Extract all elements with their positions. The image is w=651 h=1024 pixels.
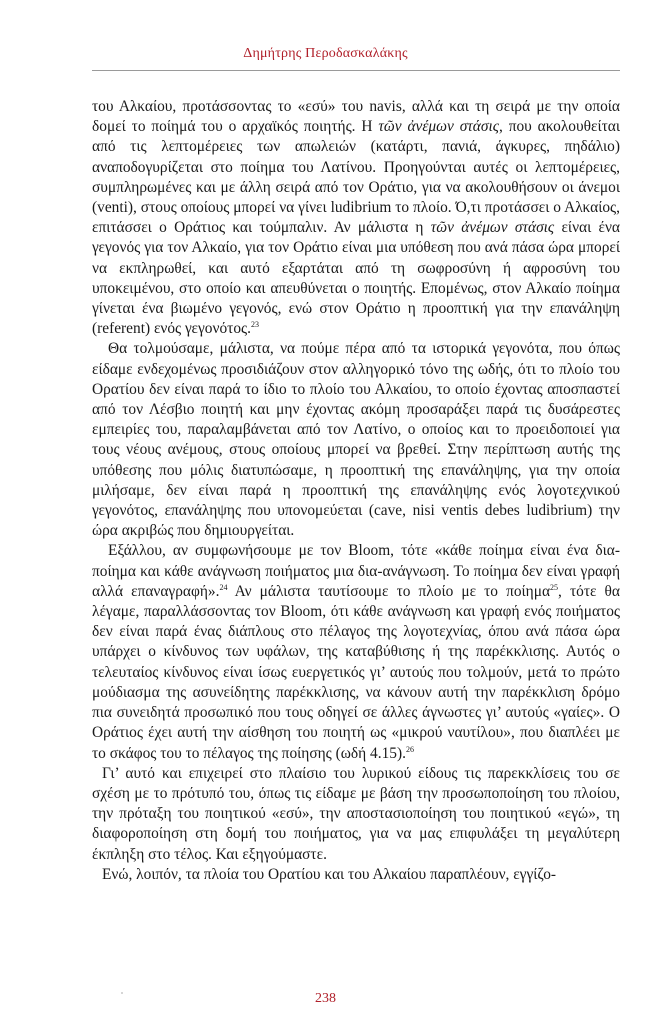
paragraph-2 xyxy=(92,339,620,541)
body-text xyxy=(92,97,620,885)
paragraph-4 xyxy=(92,764,620,865)
running-head: Δημήτρης Περοδασκαλάκης xyxy=(243,46,408,61)
text-run: είναι ένα γεγονός για τον Αλκαίο, για τον Οράτιο είναι μια υπόθεση που ανά πάσα ώρα μπορεί να εκπληρωθεί, και αυτό εξαρτάται από τη σωφροσύνη ή αφροσύνη του υποκειμένου, στο οποίο και απευθύνεται ο ποιητής. Επομένως, στον Αλκαίο ποίημα γίνεται ένα βιωμένο γεγονός, ενώ στον Οράτιο η προοπτική για την επανάληψη (referent) ενός γεγονότος. xyxy=(92,219,620,338)
text-run: , που ακολουθείται από τις λεπτομέρειες των απωλειών (κατάρτι, πανιά, άγκυρες, πηδάλιο) αναποδογυρίζεται στο ποίημα του Λατίνου. Προηγούνται αυτές οι λεπτομέρειες, συμπληρωμένες και με άλλη σειρά από τον Οράτιο, για να ακολουθήσουν οι άνεμοι (venti), στους οποίους μπορεί να γίνει ludibrium το πλοίο. Ό,τι προτάσσει ο Αλκαίος, επιτάσσει ο Οράτιος και τούμπαλιν. Αν μάλιστα η xyxy=(92,118,620,237)
text-run: Εξάλλου, αν συμφωνήσουμε με τον Bloom, τότε «κάθε ποίημα είναι ένα δια-ποίημα και κάθε ανάγνωση ποιήματος μια δια-ανάγνωση. Το ποίημα δεν είναι γραφή αλλά επαναγραφή». xyxy=(92,542,620,600)
text-run: Αν μάλιστα ταυτίσουμε το πλοίο με το ποίημα xyxy=(227,582,551,600)
text-run: Ενώ, λοιπόν, τα πλοία του Ορατίου και του Αλκαίου παραπλέουν, εγγίζο- xyxy=(102,865,557,883)
text-run: Θα τολμούσαμε, μάλιστα, να πούμε πέρα από τα ιστορικά γεγονότα, που όπως είδαμε ενδεχομένως προσιδιάζουν στον αλληγορικό τόνο της ωδής, ότι το πλοίο του Ορατίου δεν είναι παρά το ίδιο το πλοίο του Αλκαίου, το οποίο έχοντας αποσπαστεί από τον Λέσβιο ποιητή και μην έχοντας ακόμη προσαράξει παρά τις δυσάρεστες εμπειρίες του, παραλαμβάνεται από τον Λατίνο, ο οποίος και το προειδοποιεί για τους νέους ανέμους, στους οποίους μπορεί να βρεθεί. Στην περίπτωση αυτής της υπόθεσης που μόλις διατυπώσαμε, η προοπτική της επανάληψης, για την οποία μιλήσαμε, δεν είναι παρά η προοπτική της επανάληψης ενός λογοτεχνικού γεγονότος, επανάληψης που υπονομεύεται (cave, nisi ventis debes ludibrium) την ώρα ακριβώς που δημιουργείται. xyxy=(92,340,620,540)
paragraph-3 xyxy=(92,541,620,763)
text-run: Γι’ αυτό και επιχειρεί στο πλαίσιο του λυρικού είδους τις παρεκκλίσεις του σε σχέση με το πρότυπό του, όπως τις είδαμε με βάση την προσωποποίηση του πλοίου, την πρόταξη του ποιητικού «εσύ», την αποστασιοποίηση του ποιητικού «εγώ», τη διαφοροποίηση στη δομή του ποιήματος, για να μας επιφυλάξει τη μεγαλύτερη έκπληξη στο τέλος. Και εξηγούμαστε. xyxy=(92,764,620,863)
italic-phrase: τῶν ἀνέμων στάσις xyxy=(430,219,555,237)
page-number: 238 xyxy=(315,991,336,1006)
footnote-ref: 24 xyxy=(219,582,228,592)
text-run: του Αλκαίου, προτάσσοντας το «εσύ» του navis, αλλά και τη σειρά με την οποία δομεί το ποίημά του ο αρχαϊκός ποιητής. Η xyxy=(92,98,620,136)
footnote-ref: 26 xyxy=(405,744,414,754)
text-run: , τότε θα λέγαμε, παραλλάσσοντας τον Bloom, ότι κάθε ανάγνωση και γραφή ενός ποιήματος δεν είναι παρά ένας διάπλους στο πέλαγος της λογοτεχνίας, όπου ανά πάσα ώρα υπάρχει ο κίνδυνος των υφάλων, της καταβύθισης ή της παρέκκλισης. Αυτός ο τελευταίος κίνδυνος είναι ίσως ευεργετικός γι’ αυτούς που τολμούν, μετά το πρώτο μούδιασμα της ασυνείδητης παρέκκλισης, να κάνουν αυτή την παρέκκλιση δρόμο πια συνειδητά προσωπικό που τους οδηγεί σε άλλες άγνωστες γι’ αυτούς «γαίες». Ο Οράτιος έχει αυτή την αίσθηση του ποιητή ως «μικρού ναυτίλου», που διαπλέει με το σκάφος του το πέλαγος της ποίησης (ωδή 4.15). xyxy=(92,582,620,762)
paragraph-1 xyxy=(92,97,620,339)
footnote-ref: 25 xyxy=(550,582,559,592)
paragraph-5 xyxy=(92,865,620,885)
italic-phrase: τῶν ἀνέμων στάσις xyxy=(378,118,499,136)
footnote-ref: 23 xyxy=(250,320,259,330)
header-rule xyxy=(92,70,620,71)
